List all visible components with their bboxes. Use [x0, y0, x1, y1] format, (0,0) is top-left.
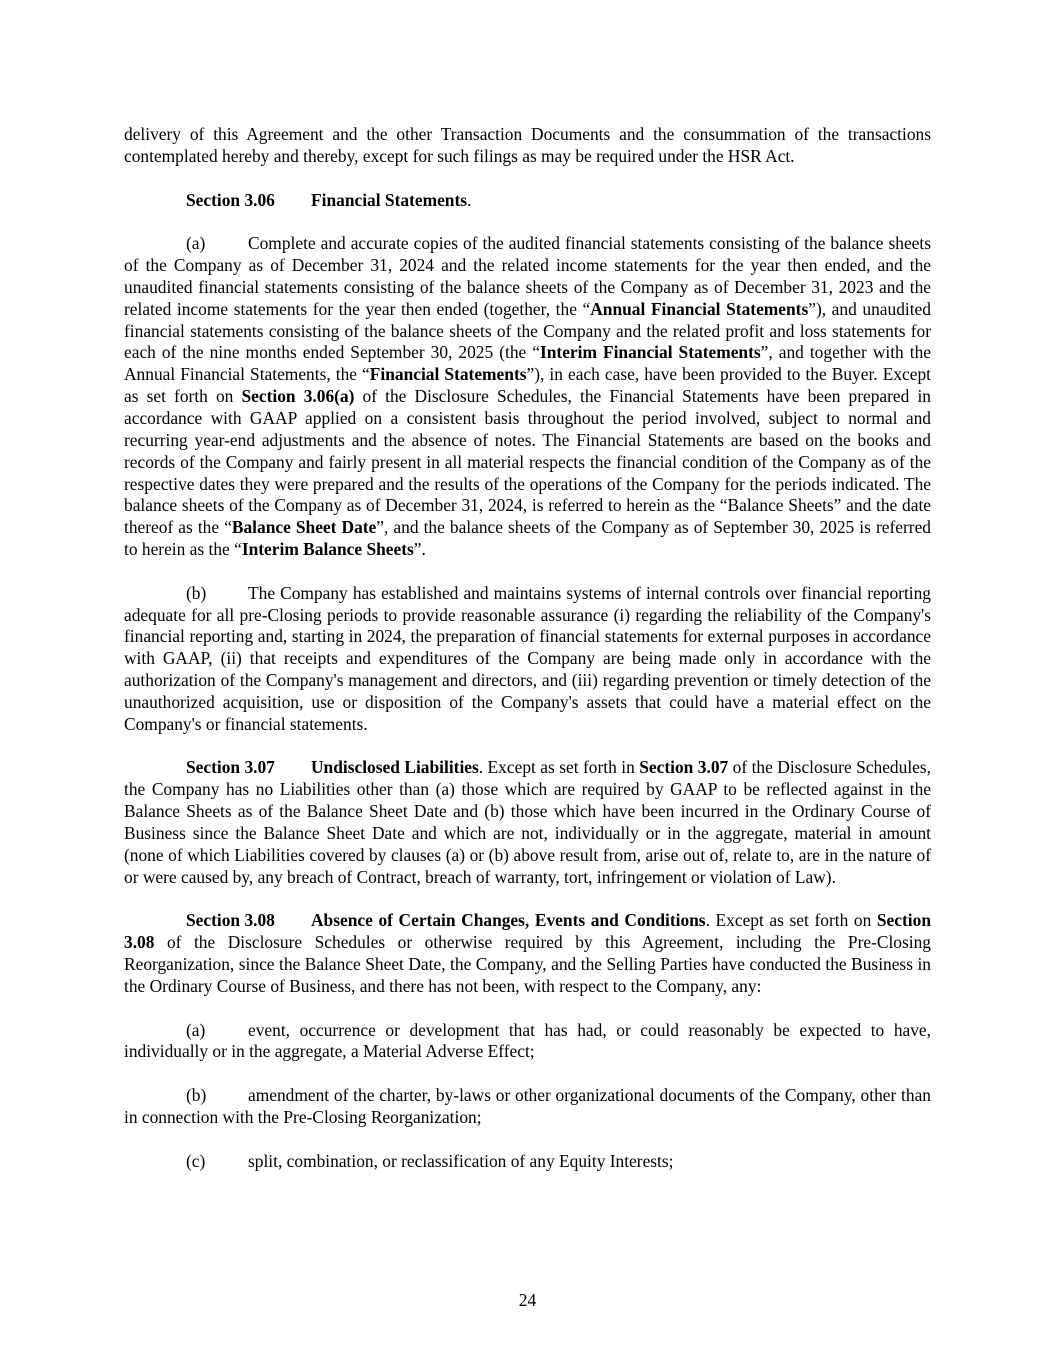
defined-term: Interim Balance Sheets	[241, 539, 414, 560]
section-title-period: .	[467, 189, 472, 210]
document-page	[124, 124, 931, 1194]
text-run: event, occurrence or development that has had, or could reasonably be expected to have, individually or in the aggregate, a Material Adverse Effect;	[124, 1019, 931, 1062]
section-3-08-b	[124, 1085, 931, 1129]
page-number: 24	[518, 1290, 537, 1310]
section-reference: Section 3.07	[639, 757, 729, 778]
section-3-06-b	[124, 583, 931, 736]
section-3-06-heading	[124, 190, 931, 212]
defined-term: Balance Sheet Date	[231, 517, 377, 538]
text-run: ”), in each case, have been provided to the Buyer. Except as set forth on	[124, 364, 931, 407]
section-title: Financial Statements	[311, 189, 468, 210]
paragraph-continuation: delivery of this Agreement and the other Transaction Documents and the consummation of the transactions contemplated hereby and thereby, except for such filings as may be required under the HSR Act.	[124, 124, 931, 166]
text-run: split, combination, or reclassification of any Equity Interests;	[248, 1150, 674, 1171]
defined-term: Interim Financial Statements	[539, 342, 761, 363]
section-number: Section 3.08	[186, 910, 275, 931]
section-title: Undisclosed Liabilities	[311, 757, 479, 778]
text-run: Complete and accurate copies of the audited financial statements consisting of the balance sheets of the Company as of December 31, 2024 and the related income statements for the year then ended, and the unaudited financial statements consisting of the balance sheets of the Company as of December 31, 2023 and the related income statements for the year then ended (together, the “	[124, 233, 931, 319]
section-3-08	[124, 910, 931, 997]
item-label: (a)	[186, 1019, 206, 1040]
text-run: of the Disclosure Schedules, the Company has no Liabilities other than (a) those which are required by GAAP to be reflected against in the Balance Sheets as of the Balance Sheet Date and (b) those which have been incurred in the Ordinary Course of Business since the Balance Sheet Date and which are not, individually or in the aggregate, material in amount (none of which Liabilities covered by clauses (a) or (b) above result from, arise out of, relate to, are in the nature of or were caused by, any breach of Contract, breach of warranty, tort, infringement or violation of Law).	[124, 757, 931, 887]
section-reference: Section 3.06(a)	[241, 386, 355, 407]
section-number: Section 3.07	[186, 757, 275, 778]
text-run: . Except as set forth on	[705, 910, 877, 931]
text-run: amendment of the charter, by-laws or other organizational documents of the Company, other than in connection with the Pre-Closing Reorganization;	[124, 1085, 931, 1127]
section-reference: Section 3.08	[124, 910, 931, 953]
section-3-07	[124, 757, 931, 888]
section-title: Absence of Certain Changes, Events and Conditions	[311, 910, 706, 931]
text-run: ”, and the balance sheets of the Company as of September 30, 2025 is referred to herein as the “	[124, 517, 931, 560]
section-3-08-a	[124, 1020, 931, 1064]
text-run: of the Disclosure Schedules, the Financial Statements have been prepared in accordance with GAAP applied on a consistent basis throughout the period involved, subject to normal and recurring year-end adjustments and the absence of notes. The Financial Statements are based on the books and records of the Company and fairly present in all material respects the financial condition of the Company as of the respective dates they were prepared and the results of the operations of the Company for the periods indicated. The balance sheets of the Company as of December 31, 2024, is referred to herein as the “Balance Sheets” and the date thereof as the “	[124, 386, 931, 538]
text-run: ”), and unaudited financial statements consisting of the balance sheets of the Company and the related profit and loss statements for each of the nine months ended September 30, 2025 (the “	[124, 298, 931, 363]
section-number: Section 3.06	[186, 189, 275, 210]
item-label: (a)	[186, 233, 206, 254]
text-run: of the Disclosure Schedules or otherwise required by this Agreement, including the Pre-Closing Reorganization, since the Balance Sheet Date, the Company, and the Selling Parties have conducted the Business in the Ordinary Course of Business, and there has not been, with respect to the Company, any:	[124, 932, 931, 996]
text-run: ”, and together with the Annual Financial Statements, the “	[124, 342, 931, 385]
item-label: (b)	[186, 1085, 207, 1106]
section-3-08-c	[124, 1151, 931, 1173]
text-run: . Except as set forth in	[478, 757, 640, 778]
text-run: ”.	[413, 539, 426, 560]
item-label: (c)	[186, 1150, 206, 1171]
defined-term: Financial Statements	[369, 364, 527, 385]
text-run: The Company has established and maintains systems of internal controls over financial reporting adequate for all pre-Closing periods to provide reasonable assurance (i) regarding the reliability of the Company's financial reporting and, starting in 2024, the preparation of financial statements for external purposes in accordance with GAAP, (ii) that receipts and expenditures of the Company are being made only in accordance with the authorization of the Company's management and directors, and (iii) regarding prevention or timely detection of the unauthorized acquisition, use or disposition of the Company's assets that could have a material effect on the Company's or financial statements.	[124, 582, 931, 734]
item-label: (b)	[186, 582, 207, 603]
section-3-06-a	[124, 233, 931, 561]
defined-term: Annual Financial Statements	[590, 298, 809, 319]
